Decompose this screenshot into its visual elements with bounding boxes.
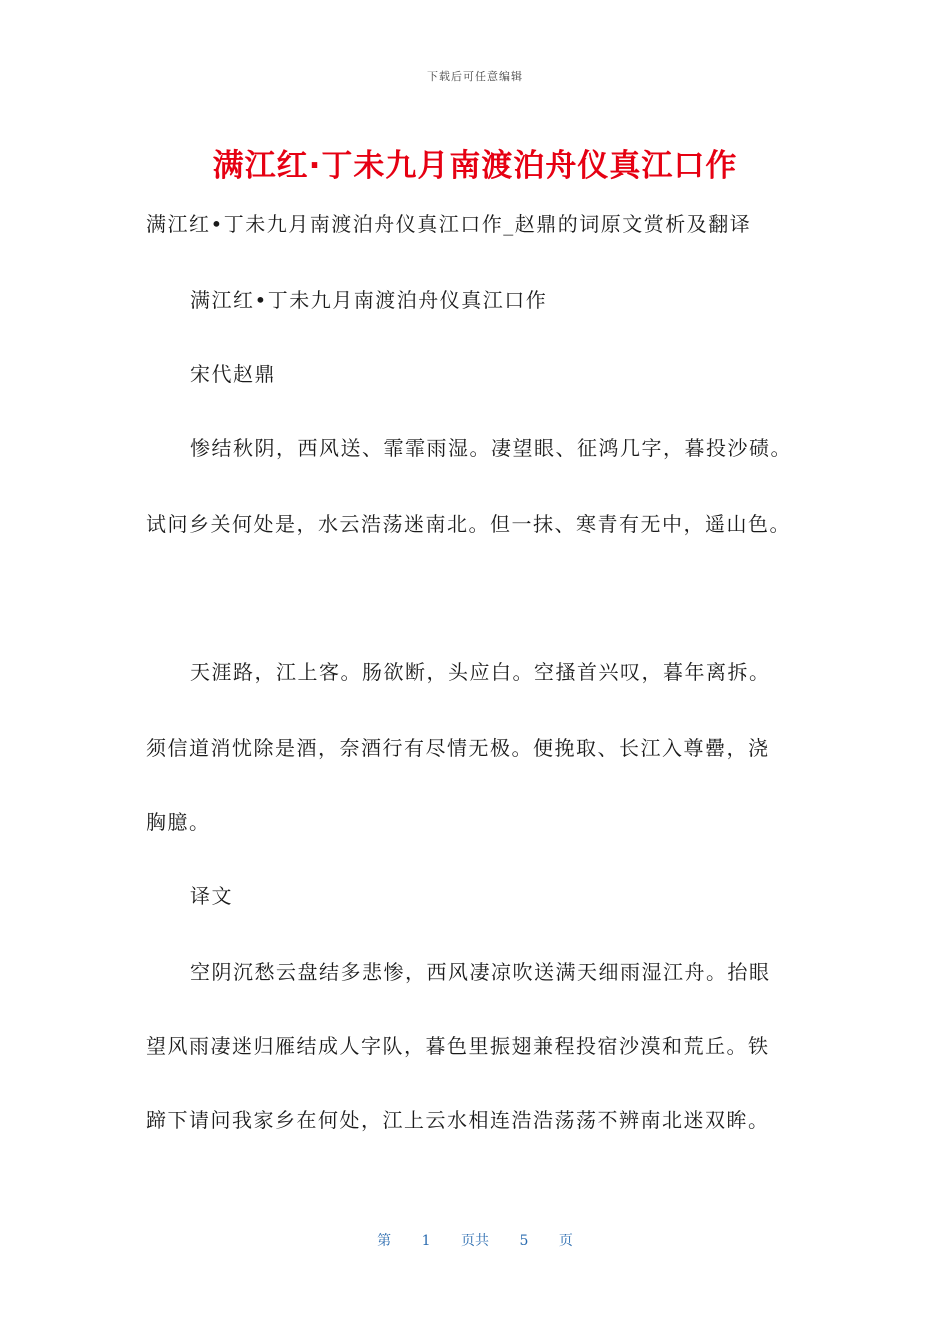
translation-line: 望风雨凄迷归雁结成人字队，暮色里振翅兼程投宿沙漠和荒丘。铁 xyxy=(146,1034,770,1058)
header-note: 下载后可任意编辑 xyxy=(427,70,523,83)
subtitle-line: 满江红•丁未九月南渡泊舟仪真江口作_赵鼎的词原文赏析及翻译 xyxy=(146,212,752,236)
translation-line: 空阴沉愁云盘结多悲惨，西风凄凉吹送满天细雨湿江舟。抬眼 xyxy=(190,960,771,984)
page-footer xyxy=(0,1230,950,1250)
footer-total-pages: 5 xyxy=(519,1233,529,1249)
footer-ye-gong: 页共 xyxy=(461,1233,489,1249)
translation-line: 蹄下请问我家乡在何处，江上云水相连浩浩荡荡不辨南北迷双眸。 xyxy=(146,1108,770,1132)
translation-heading: 译文 xyxy=(190,884,233,908)
poem-line: 须信道消忧除是酒，奈酒行有尽情无极。便挽取、长江入尊罍，浇 xyxy=(146,736,770,760)
poem-title: 满江红•丁未九月南渡泊舟仪真江口作 xyxy=(190,288,548,312)
footer-di: 第 xyxy=(377,1233,392,1249)
poem-line: 试问乡关何处是，水云浩荡迷南北。但一抹、寒青有无中，遥山色。 xyxy=(146,512,791,536)
poem-author: 宋代赵鼎 xyxy=(190,362,276,386)
footer-ye: 页 xyxy=(558,1233,573,1249)
page-title: 满江红·丁未九月南渡泊舟仪真江口作 xyxy=(212,148,738,184)
footer-page-number: 1 xyxy=(421,1233,431,1249)
poem-line: 天涯路，江上客。肠欲断，头应白。空搔首兴叹，暮年离拆。 xyxy=(190,660,771,684)
poem-line: 惨结秋阴，西风送、霏霏雨湿。凄望眼、征鸿几字，暮投沙碛。 xyxy=(190,436,792,460)
poem-line: 胸臆。 xyxy=(146,810,211,834)
